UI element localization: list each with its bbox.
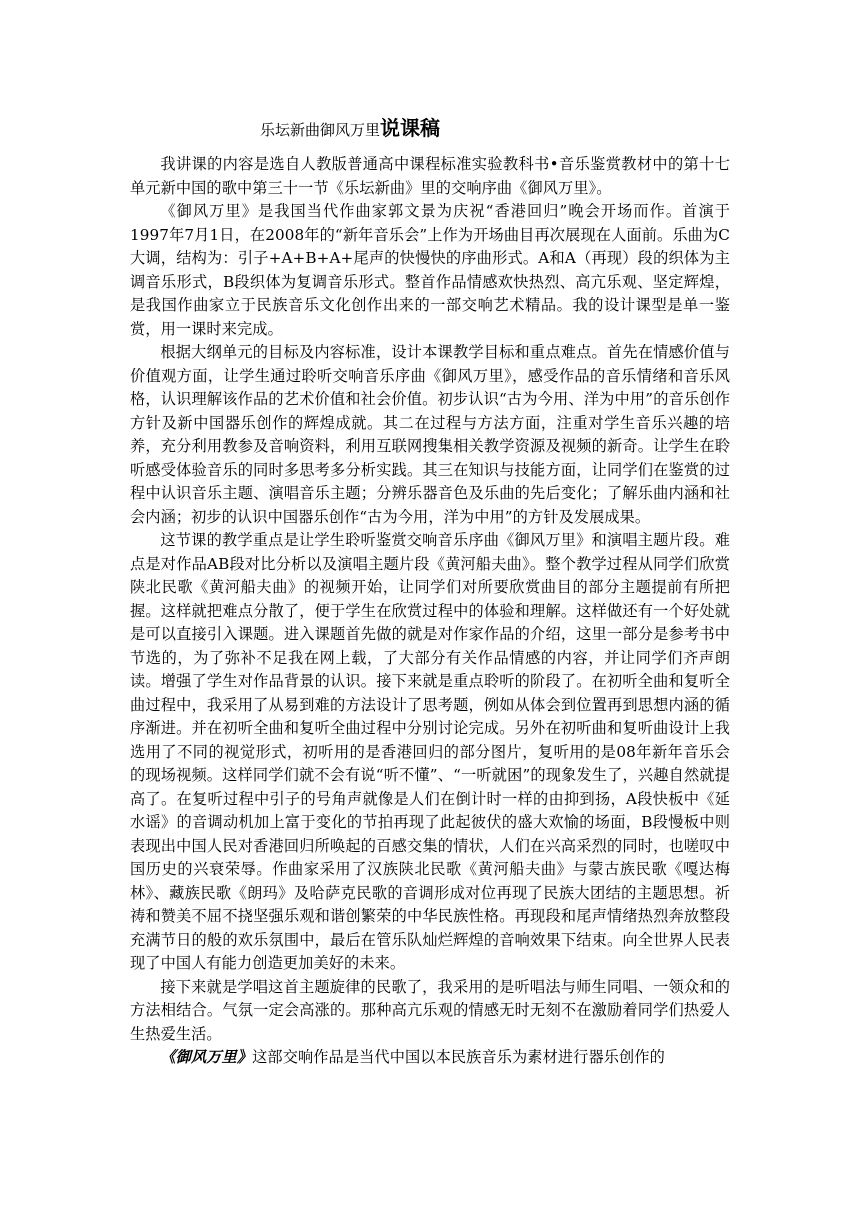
- title-prefix: 乐坛新曲御风万里: [260, 121, 381, 139]
- document-page: [130, 113, 730, 1070]
- title-emphasis: 说课稿: [380, 116, 441, 140]
- paragraph-teaching-goals: 根据大纲单元的目标及内容标准，设计本课教学目标和重点难点。首先在情感价值与价值观方面，让学生通过聆听交响音乐序曲《御风万里》，感受作品的音乐情绪和音乐风格，认识理解该作品的艺术价值和社会价值。初步认识“古为今用、洋为中用”的音乐创作方针及新中国器乐创作的辉煌成就。其二在过程与方法方面，注重对学生音乐兴趣的培养，充分利用教参及音响资料，利用互联网搜集相关教学资源及视频的新奇。让学生在聆听感受体验音乐的同时多思考多分析实践。其三在知识与技能方面，让同学们在鉴赏的过程中认识音乐主题、演唱音乐主题；分辨乐器音色及乐曲的先后变化；了解乐曲内涵和社会内涵；初步的认识中国器乐创作“古为今用，洋为中用”的方针及发展成果。: [130, 343, 730, 526]
- paragraph-intro: 我讲课的内容是选自人教版普通高中课程标准实验教科书•音乐鉴赏教材中的第十七单元新中国的歌中第三十一节《乐坛新曲》里的交响序曲《御风万里》。: [130, 155, 730, 197]
- conclusion-text: 这部交响作品是当代中国以本民族音乐为素材进行器乐创作的: [252, 1048, 665, 1066]
- paragraph-conclusion: [130, 1046, 730, 1070]
- paragraph-teaching-process: 这节课的教学重点是让学生聆听鉴赏交响音乐序曲《御风万里》和演唱主题片段。难点是对作品AB段对比分析以及演唱主题片段《黄河船夫曲》。整个教学过程从同学们欣赏陕北民歌《黄河船夫曲》的视频开始，让同学们对所要欣赏曲目的部分主题提前有所把握。这样就把难点分散了，便于学生在欣赏过程中的体验和理解。这样做还有一个好处就是可以直接引入课题。进入课题首先做的就是对作家作品的介绍，这里一部分是参考书中节选的，为了弥补不足我在网上载，了大部分有关作品情感的内容，并让同学们齐声朗读。增强了学生对作品背景的认识。接下来就是重点聆听的阶段了。在初听全曲和复听全曲过程中，我采用了从易到难的方法设计了思考题，例如从体会到位置再到思想内涵的循序渐进。并在初听全曲和复听全曲过程中分别讨论完成。另外在初听曲和复听曲设计上我选用了不同的视觉形式，初听用的是香港回归的部分图片，复听用的是08年新年音乐会的现场视频。这样同学们就不会有说“听不懂”、“一听就困”的现象发生了，兴趣自然就提高了。在复听过程中引子的号角声就像是人们在倒计时一样的由抑到扬，A段快板中《延水谣》的音调动机加上富于变化的节拍再现了此起彼伏的盛大欢愉的场面，B段慢板中则表现出中国人民对香港回归所唤起的百感交集的情状，人们在兴高采烈的同时，也嗟叹中国历史的兴衰荣辱。作曲家采用了汉族陕北民歌《黄河船夫曲》与蒙古族民歌《嘎达梅林》、藏族民歌《朗玛》及哈萨克民歌的音调形成对位再现了民族大团结的主题思想。祈祷和赞美不屈不挠坚强乐观和谐创繁荣的中华民族性格。再现段和尾声情绪热烈奔放整段充满节日的般的欢乐氛围中，最后在管乐队灿烂辉煌的音响效果下结束。向全世界人民表现了中国人有能力创造更加美好的未来。: [130, 531, 730, 972]
- paragraph-work-background: 《御风万里》是我国当代作曲家郭文景为庆祝“香港回归”晚会开场而作。首演于1997年7月1日，在2008年的“新年音乐会”上作为开场曲目再次展现在人面前。乐曲为C大调，结构为：引子+A+B+A+尾声的快慢快的序曲形式。A和A（再现）段的织体为主调音乐形式，B段织体为复调音乐形式。整首作品情感欢快热烈、高亢乐观、坚定辉煌，是我国作曲家立于民族音乐文化创作出来的一部交响艺术精品。我的设计课型是单一鉴赏，用一课时来完成。: [130, 202, 730, 338]
- conclusion-emphasis: 《御风万里》: [160, 1048, 253, 1066]
- document-title: [130, 113, 730, 145]
- paragraph-singing: 接下来就是学唱这首主题旋律的民歌了，我采用的是听唱法与师生同唱、一领众和的方法相结合。气氛一定会高涨的。那种高亢乐观的情感无时无刻不在激励着同学们热爱人生热爱生活。: [130, 977, 730, 1043]
